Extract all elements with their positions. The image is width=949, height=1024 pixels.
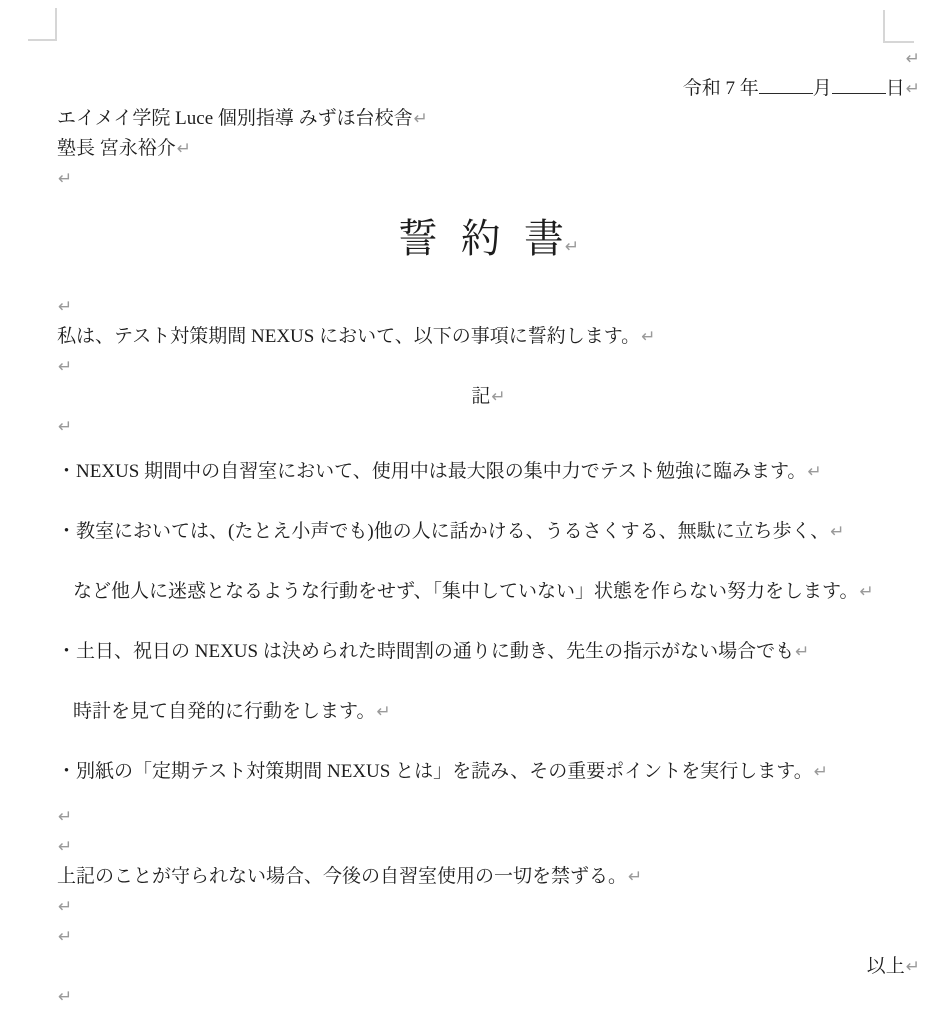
closing-line[interactable] <box>57 952 920 982</box>
empty-paragraph[interactable] <box>57 164 920 194</box>
margin-corner-mark-top-right <box>883 10 914 43</box>
paragraph-mark-icon: ↵ <box>413 109 428 129</box>
empty-paragraph[interactable] <box>57 802 920 832</box>
empty-paragraph[interactable] <box>57 412 920 442</box>
date-month-blank[interactable] <box>759 91 813 94</box>
intro-text: 私は、テスト対策期間 NEXUS において、以下の事項に誓約します。 <box>57 326 641 347</box>
date-line[interactable] <box>57 74 920 104</box>
paragraph-mark-icon: ↵ <box>176 139 192 159</box>
document-body <box>0 44 949 1012</box>
pledge-text: ・土日、祝日の NEXUS は決められた時間割の通りに動き、先生の指示がない場合でも <box>57 641 795 662</box>
paragraph-mark-icon: ↵ <box>830 522 845 542</box>
pledge-item-2[interactable] <box>57 502 920 562</box>
ki-marker-text: 記 <box>471 386 491 407</box>
paragraph-mark-icon: ↵ <box>795 642 810 662</box>
pledge-text: ・別紙の「定期テスト対策期間 NEXUS とは」を読み、その重要ポイントを実行します。 <box>57 761 813 782</box>
pledge-item-1[interactable] <box>57 442 920 502</box>
paragraph-mark-icon: ↵ <box>58 357 73 377</box>
penalty-line[interactable] <box>57 862 920 892</box>
date-month-label: 月 <box>812 78 832 99</box>
school-name: エイメイ学院 Luce 個別指導 みずほ台校舎 <box>57 108 413 129</box>
paragraph-mark-icon: ↵ <box>641 327 656 347</box>
paragraph-mark-icon: ↵ <box>905 957 920 977</box>
pledge-item-3-continuation[interactable] <box>57 682 920 742</box>
margin-corner-mark-top-left <box>28 8 57 41</box>
paragraph-mark-icon: ↵ <box>58 987 73 1007</box>
date-era-year: 令和 7 年 <box>682 78 759 99</box>
date-day-label: 日 <box>885 78 905 99</box>
paragraph-mark-icon: ↵ <box>58 417 73 437</box>
pledge-text: 時計を見て自発的に行動をします。 <box>73 701 376 722</box>
empty-paragraph[interactable] <box>57 44 920 74</box>
empty-paragraph[interactable] <box>57 832 920 862</box>
empty-paragraph[interactable] <box>57 292 920 322</box>
paragraph-mark-icon: ↵ <box>905 79 920 99</box>
empty-paragraph[interactable] <box>57 982 920 1012</box>
paragraph-mark-icon: ↵ <box>58 927 73 947</box>
penalty-text: 上記のことが守られない場合、今後の自習室使用の一切を禁ずる。 <box>57 866 628 887</box>
pledge-text: ・NEXUS 期間中の自習室において、使用中は最大限の集中力でテスト勉強に臨みます。 <box>57 461 807 482</box>
paragraph-mark-icon: ↵ <box>58 297 73 317</box>
pledge-item-4[interactable] <box>57 742 920 802</box>
paragraph-mark-icon: ↵ <box>628 867 643 887</box>
paragraph-mark-icon: ↵ <box>58 897 73 917</box>
principal-line[interactable] <box>57 134 920 164</box>
paragraph-mark-icon: ↵ <box>807 462 822 482</box>
date-day-blank[interactable] <box>832 91 886 94</box>
ki-marker-line[interactable] <box>57 382 920 412</box>
pledge-text: ・教室においては、(たとえ小声でも)他の人に話かける、うるさくする、無駄に立ち歩く、 <box>57 521 830 542</box>
paragraph-mark-icon: ↵ <box>58 807 73 827</box>
closing-text: 以上 <box>866 956 905 977</box>
empty-paragraph[interactable] <box>57 922 920 952</box>
principal-name: 塾長 宮永裕介 <box>57 138 176 159</box>
document-title[interactable] <box>57 194 920 292</box>
paragraph-mark-icon: ↵ <box>58 837 73 857</box>
school-line[interactable] <box>57 104 920 134</box>
pledge-text: など他人に迷惑となるような行動をせず、「集中していない」状態を作らない努力をします。 <box>73 581 859 602</box>
paragraph-mark-icon: ↵ <box>58 169 73 189</box>
intro-line[interactable] <box>57 322 920 352</box>
pledge-item-3[interactable] <box>57 622 920 682</box>
paragraph-mark-icon: ↵ <box>905 49 920 69</box>
paragraph-mark-icon: ↵ <box>564 237 580 257</box>
pledge-item-2-continuation[interactable] <box>57 562 920 622</box>
paragraph-mark-icon: ↵ <box>376 702 391 722</box>
paragraph-mark-icon: ↵ <box>491 387 506 407</box>
paragraph-mark-icon: ↵ <box>813 762 828 782</box>
paragraph-mark-icon: ↵ <box>859 582 874 602</box>
empty-paragraph[interactable] <box>57 352 920 382</box>
document-title-text: 誓 約 書 <box>397 216 564 261</box>
empty-paragraph[interactable] <box>57 892 920 922</box>
